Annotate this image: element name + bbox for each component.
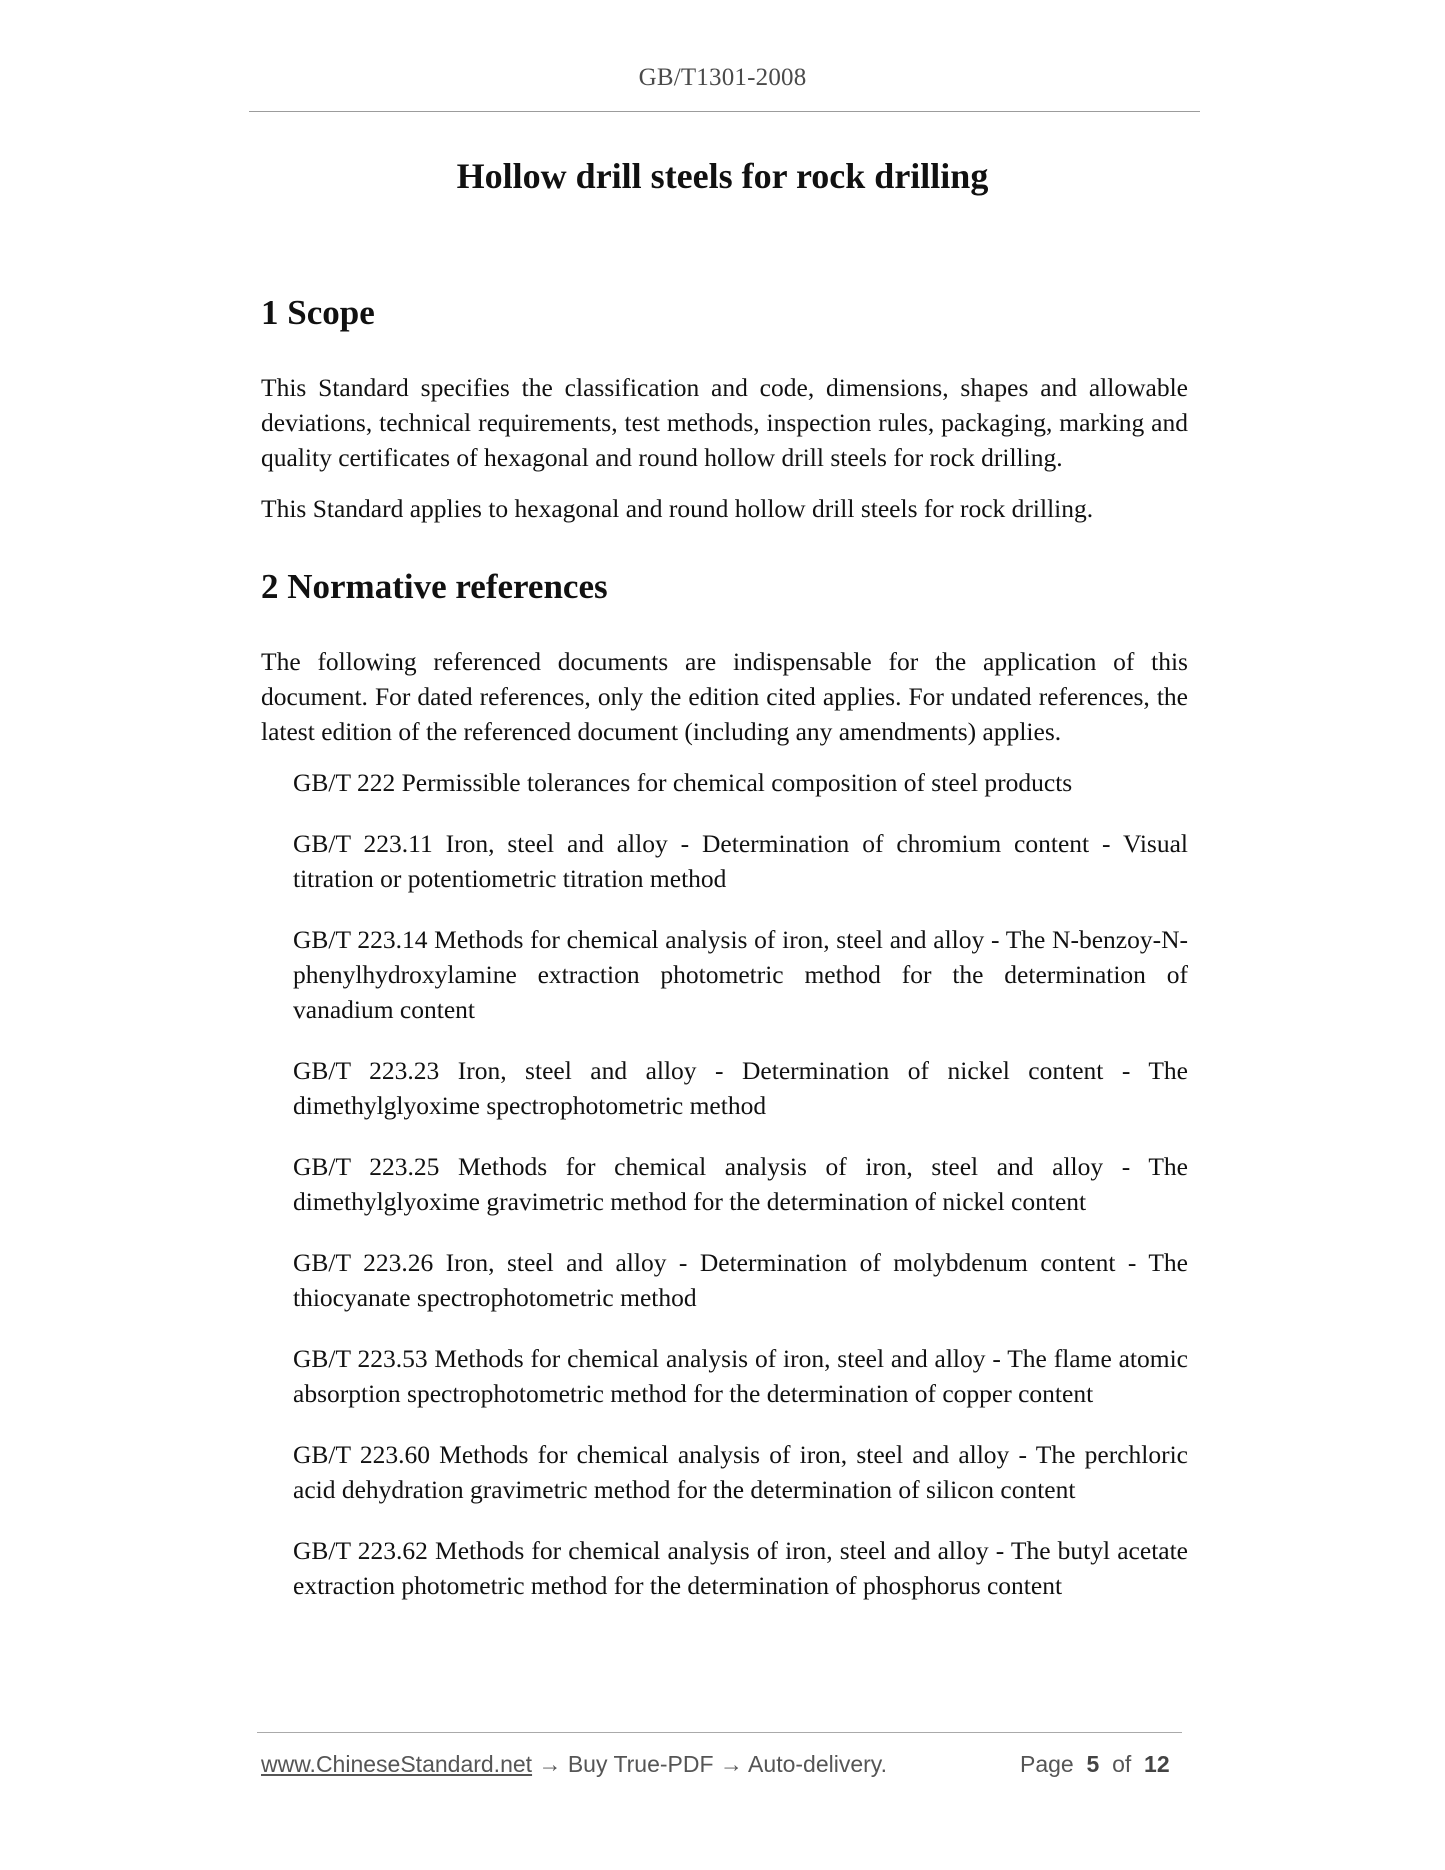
site-link[interactable]: www.ChineseStandard.net xyxy=(261,1751,533,1777)
reference-item: GB/T 223.25 Methods for chemical analysis of iron, steel and alloy - The dimethylglyoxime gravimetric method for the determination of nickel content xyxy=(293,1152,1188,1216)
page-total: 12 xyxy=(1144,1751,1170,1777)
footer-divider xyxy=(257,1732,1182,1733)
section-heading-scope: 1 Scope xyxy=(261,293,375,332)
scope-paragraph: This Standard applies to hexagonal and round hollow drill steels for rock drilling. xyxy=(261,494,1094,523)
reference-item: GB/T 223.62 Methods for chemical analysis of iron, steel and alloy - The butyl acetate extraction photometric method for the determination of phosphorus content xyxy=(293,1536,1188,1600)
page-indicator xyxy=(1020,1751,1170,1778)
reference-list xyxy=(261,765,1188,1603)
reference-item: GB/T 223.26 Iron, steel and alloy - Determination of molybdenum content - The thiocyanate spectrophotometric method xyxy=(293,1248,1188,1312)
header-divider xyxy=(249,111,1200,112)
page-current: 5 xyxy=(1086,1751,1100,1777)
page-label: Page xyxy=(1020,1751,1074,1777)
document-body xyxy=(261,290,1188,1603)
reference-item: GB/T 223.60 Methods for chemical analysis of iron, steel and alloy - The perchloric acid dehydration gravimetric method for the determination of silicon content xyxy=(293,1440,1188,1504)
page-of-label: of xyxy=(1112,1751,1132,1777)
scope-paragraph: This Standard specifies the classification and code, dimensions, shapes and allowable deviations, technical requirements, test methods, inspection rules, packaging, marking and quality certificates of hexagonal and round hollow drill steels for rock drilling. xyxy=(261,373,1188,472)
document-title: Hollow drill steels for rock drilling xyxy=(456,156,989,196)
footer-promo xyxy=(261,1751,887,1778)
footer-promo-text: → Buy True-PDF → Auto-delivery. xyxy=(532,1751,887,1777)
reference-item: GB/T 223.53 Methods for chemical analysis of iron, steel and alloy - The flame atomic absorption spectrophotometric method for the determination of copper content xyxy=(293,1344,1188,1408)
section-heading-normative-references: 2 Normative references xyxy=(261,567,608,606)
running-header-standard-code: GB/T1301-2008 xyxy=(638,64,807,91)
reference-item: GB/T 223.11 Iron, steel and alloy - Determination of chromium content - Visual titration or potentiometric titration method xyxy=(293,829,1188,893)
reference-item: GB/T 223.14 Methods for chemical analysis of iron, steel and alloy - The N-benzoy-N-phenylhydroxylamine extraction photometric method for the determination of vanadium content xyxy=(293,925,1188,1024)
reference-item: GB/T 222 Permissible tolerances for chemical composition of steel products xyxy=(293,768,1073,797)
reference-item: GB/T 223.23 Iron, steel and alloy - Determination of nickel content - The dimethylglyoxime spectrophotometric method xyxy=(293,1056,1188,1120)
normative-references-intro: The following referenced documents are indispensable for the application of this document. For dated references, only the edition cited applies. For undated references, the latest edition of the referenced document (including any amendments) applies. xyxy=(261,647,1188,746)
